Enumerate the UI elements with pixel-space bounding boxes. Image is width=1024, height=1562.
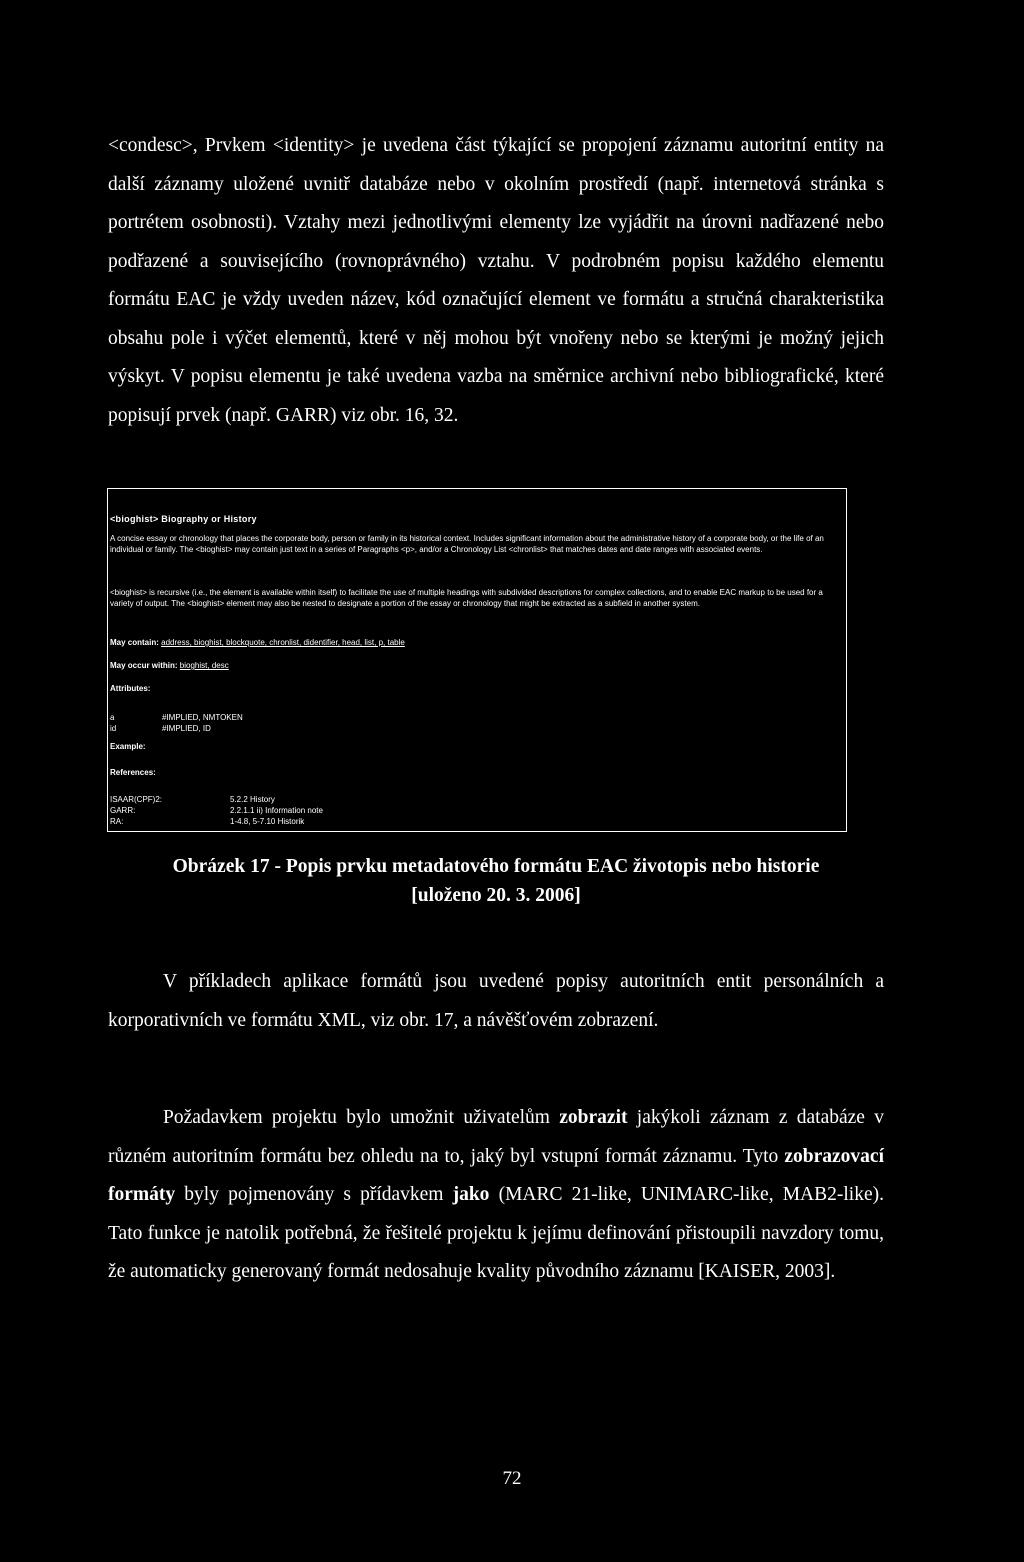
attribute-name: a bbox=[110, 713, 115, 722]
may-contain-label: May contain: bbox=[110, 638, 159, 647]
reference-value: 2.2.1.1 ii) Information note bbox=[230, 806, 323, 815]
attribute-value: #IMPLIED, ID bbox=[162, 724, 211, 733]
paragraph-3-bold: jako bbox=[452, 1184, 490, 1205]
figure-attributes-label: Attributes: bbox=[110, 684, 151, 693]
reference-value: 1-4.8, 5-7.10 Historik bbox=[230, 817, 305, 826]
paragraph-3-text: jakýkoli záznam z databáze v různém autoritním formátu bez ohledu na to, jaký byl vstupní formát záznamu. Tyto bbox=[108, 1107, 884, 1167]
reference-name: GARR: bbox=[110, 806, 136, 815]
attribute-value: #IMPLIED, NMTOKEN bbox=[162, 713, 243, 722]
body-paragraph-2: V příkladech aplikace formátů jsou uvedené popisy autoritních entit personálních a korporativních ve formátu XML, viz obr. 17, a návěšťovém zobrazení. bbox=[108, 971, 884, 1031]
may-occur-value: bioghist, desc bbox=[179, 661, 229, 670]
may-occur-label: May occur within: bbox=[110, 661, 178, 670]
figure-description-1: A concise essay or chronology that places the corporate body, person or family in its historical context. Includes significant information about the administrative history of a corporate body, or the life of an individual or family. The <bioghist> may contain just text in a series of Paragraphs <p>, and/or a Chronology List <chronlist> that matches dates and date ranges with associated events. bbox=[110, 534, 824, 554]
figure-caption bbox=[108, 852, 884, 910]
page-number: 72 bbox=[502, 1468, 522, 1489]
reference-name: ISAAR(CPF)2: bbox=[110, 795, 163, 804]
figure-references-label: References: bbox=[110, 768, 156, 777]
caption-line-2: [uloženo 20. 3. 2006] bbox=[411, 885, 581, 906]
attribute-name: id bbox=[110, 724, 117, 733]
figure-attribute-row bbox=[110, 724, 211, 735]
figure-description-2: <bioghist> is recursive (i.e., the element is available within itself) to facilitate the use of multiple headings with subdivided descriptions for complex collections, and to enable EAC markup to be used for a variety of output. The <bioghist> element may also be nested to designate a portion of the essay or chronology that might be extracted as a subfield in another system. bbox=[110, 588, 823, 608]
figure-reference-row bbox=[110, 795, 275, 806]
figure-element-title: <bioghist> Biography or History bbox=[110, 514, 257, 524]
body-paragraph-1: <condesc>, Prvkem <identity> je uvedena část týkající se propojení záznamu autoritní entity na další záznamy uložené uvnitř databáze nebo v okolním prostředí (např. internetová stránka s portrétem osobnosti). Vztahy mezi jednotlivými elementy lze vyjádřit na úrovni nadřazené nebo podřazené a souvisejícího (rovnoprávného) vztahu. V podrobném popisu každého elementu formátu EAC je vždy uveden název, kód označující element ve formátu a stručná charakteristika obsahu pole i výčet elementů, které v něj mohou být vnořeny nebo se kterými je možný jejich výskyt. V popisu elementu je také uvedena vazba na směrnice archivní nebo bibliografické, které popisují prvek (např. GARR) viz obr. 16, 32. bbox=[108, 135, 884, 426]
eac-element-figure bbox=[107, 488, 847, 832]
figure-reference-row bbox=[110, 817, 305, 828]
figure-example-label: Example: bbox=[110, 742, 146, 751]
figure-attribute-row bbox=[110, 713, 243, 724]
figure-top-border bbox=[108, 488, 846, 489]
paragraph-3-text: Požadavkem projektu bylo umožnit uživatelům bbox=[163, 1107, 560, 1128]
paragraph-3-text: byly pojmenovány s přídavkem bbox=[175, 1184, 453, 1205]
caption-line-1: Obrázek 17 - Popis prvku metadatového formátu EAC životopis nebo historie bbox=[172, 856, 820, 877]
reference-value: 5.2.2 History bbox=[230, 795, 275, 804]
paragraph-3-bold: zobrazovací formáty bbox=[108, 1145, 884, 1205]
paragraph-3-bold: zobrazit bbox=[559, 1107, 628, 1128]
figure-may-contain bbox=[110, 638, 405, 649]
may-contain-value: address, bioghist, blockquote, chronlist, didentifier, head, list, p, table bbox=[161, 638, 405, 647]
figure-may-occur bbox=[110, 661, 229, 672]
figure-reference-row bbox=[110, 806, 323, 817]
paragraph-3-text: (MARC 21-like, UNIMARC-like, MAB2-like). Tato funkce je natolik potřebná, že řešitelé projektu k jejímu definování přistoupili navzdory tomu, že automaticky generovaný formát nedosahuje kvality původního záznamu [KAISER, 2003]. bbox=[108, 1184, 884, 1282]
body-paragraph-3 bbox=[108, 1099, 884, 1292]
reference-name: RA: bbox=[110, 817, 124, 826]
